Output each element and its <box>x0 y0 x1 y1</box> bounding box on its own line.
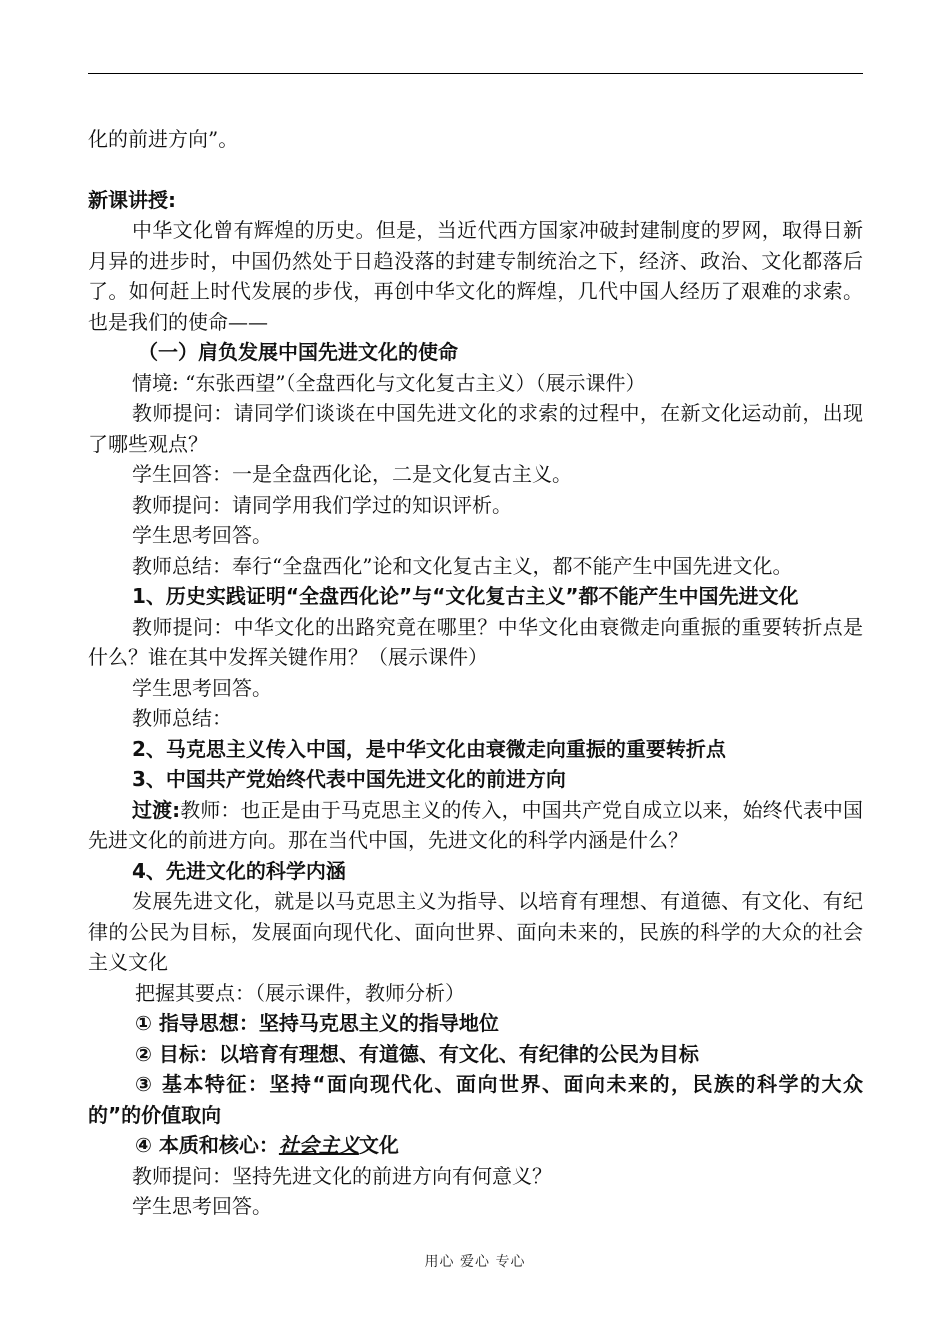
student-answer-4: 学生思考回答。 <box>132 1194 272 1218</box>
header-rule <box>88 73 863 74</box>
transition-text: 教师：也正是由于马克思主义的传入，中国共产党自成立以来，始终代表中国先进文化的前进方向。那在当代中国，先进文化的科学内涵是什么？ <box>88 797 864 852</box>
intro-paragraph: 中华文化曾有辉煌的历史。但是，当近代西方国家冲破封建制度的罗网，取得日新月异的进步时，中国仍然处于日趋没落的封建专制统治之下，经济、政治、文化都落后了。如何赶上时代发展的步伐，再创中华文化的辉煌，几代中国人经历了艰难的求索。也是我们的使命—— <box>88 218 863 334</box>
key-point-2: ② 目标：以培育有理想、有道德、有文化、有纪律的公民为目标 <box>135 1041 699 1066</box>
student-answer-2: 学生思考回答。 <box>132 523 272 547</box>
blank-line <box>88 155 863 185</box>
student-answer-3: 学生思考回答。 <box>132 675 272 700</box>
section-heading: 新课讲授: <box>88 187 176 212</box>
teacher-question-2: 教师提问：请同学用我们学过的知识评析。 <box>132 492 512 517</box>
student-answer-1: 学生回答：一是全盘西化论，二是文化复古主义。 <box>132 462 572 486</box>
key-points-intro: 把握其要点：（展示课件，教师分析） <box>135 980 465 1005</box>
point-2: 2、马克思主义传入中国，是中华文化由衰微走向重振的重要转折点 <box>132 736 726 761</box>
teacher-question-1: 教师提问：请同学们谈谈在中国先进文化的求索的过程中，在新文化运动前，出现了哪些观点？ <box>88 401 863 456</box>
key-point-4-emphasis: 社会主义 <box>278 1133 359 1157</box>
key-point-4-prefix: ④ 本质和核心： <box>135 1133 279 1157</box>
transition-paragraph <box>88 795 863 856</box>
teacher-question-4: 教师提问：坚持先进文化的前进方向有何意义？ <box>132 1163 552 1188</box>
teacher-question-3: 教师提问：中华文化的出路究竟在哪里？中华文化由衰微走向重振的重要转折点是什么？谁在其中发挥关键作用？（展示课件） <box>88 614 863 669</box>
continuation-text: 化的前进方向”。 <box>88 127 239 151</box>
definition-paragraph: 发展先进文化，就是以马克思主义为指导、以培育有理想、有道德、有文化、有纪律的公民为目标，发展面向现代化、面向世界、面向未来的，民族的科学的大众的社会主义文化 <box>88 889 863 974</box>
key-point-1: ① 指导思想：坚持马克思主义的指导地位 <box>135 1011 499 1035</box>
teacher-summary-2: 教师总结： <box>132 706 232 730</box>
key-point-4-suffix: 文化 <box>358 1133 399 1157</box>
point-4: 4、先进文化的科学内涵 <box>132 858 346 883</box>
scenario-text: 情境: “东张西望”（全盘西化与文化复古主义）（展示课件） <box>132 370 646 395</box>
page-footer: 用心 爱心 专心 <box>424 1254 526 1270</box>
part1-title: （一）肩负发展中国先进文化的使命 <box>138 340 458 364</box>
teacher-summary-1: 教师总结：奉行“全盘西化”论和文化复古主义，都不能产生中国先进文化。 <box>132 553 793 578</box>
document-body <box>88 124 863 1222</box>
key-point-3: ③ 基本特征：坚持“面向现代化、面向世界、面向未来的，民族的科学的大众的”的价值取向 <box>88 1072 863 1127</box>
key-point-4 <box>88 1130 863 1161</box>
transition-label: 过渡: <box>132 797 181 822</box>
point-1: 1、历史实践证明“全盘西化论”与“文化复古主义”都不能产生中国先进文化 <box>132 584 799 608</box>
point-3: 3、中国共产党始终代表中国先进文化的前进方向 <box>132 767 566 791</box>
